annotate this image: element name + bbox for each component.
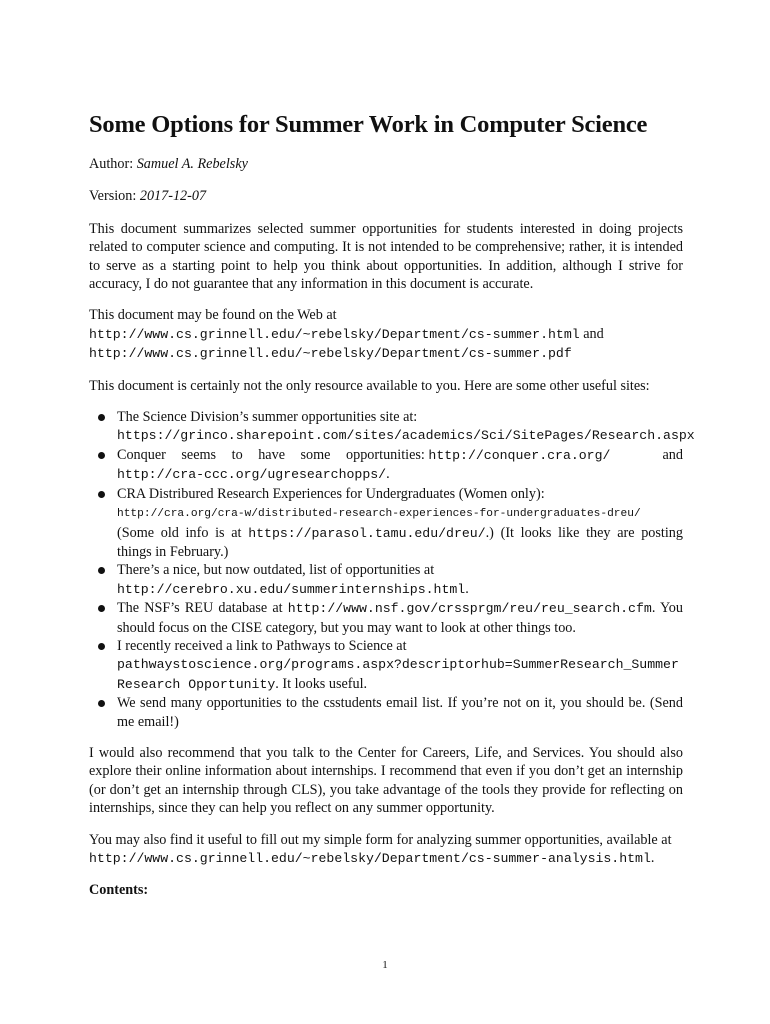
web-location-paragraph: [89, 306, 683, 363]
list-item: [89, 561, 683, 599]
item-post: .) (It looks like they are posting things in February.): [117, 524, 683, 560]
contents-heading: Contents:: [89, 882, 149, 899]
form-end: .: [650, 850, 655, 866]
resources-lead: This document is certainly not the only resource available to you. Here are some other useful sites:: [89, 377, 650, 394]
list-item: [89, 485, 683, 562]
analysis-form-link[interactable]: http://www.cs.grinnell.edu/~rebelsky/Department/cs-summer-analysis.html: [89, 851, 651, 866]
item-pre: (Some old info is at: [117, 524, 242, 541]
list-item: [89, 408, 695, 446]
version-line: [89, 187, 683, 205]
author-line: [89, 155, 683, 173]
document-body: [89, 110, 695, 913]
item-text: We send many opportunities to the csstudents email list. If you’re not on it, you should be. (Send me email!): [117, 695, 683, 730]
parasol-link[interactable]: https://parasol.tamu.edu/dreu/: [248, 525, 486, 541]
html-url-link[interactable]: http://www.cs.grinnell.edu/~rebelsky/Department/cs-summer.html: [89, 326, 580, 342]
resources-list: [89, 408, 695, 731]
item-post: . It looks useful.: [275, 675, 368, 692]
page-number: 1: [382, 959, 388, 971]
list-item: [89, 446, 683, 485]
version-value: 2017-12-07: [139, 188, 207, 205]
author-label: Author:: [89, 156, 134, 172]
document-title: Some Options for Summer Work in Computer Science: [89, 111, 648, 138]
nsf-reu-link[interactable]: http://www.nsf.gov/crssprgm/reu/reu_search.cfm: [287, 601, 652, 617]
item-text: The Science Division’s summer opportunities site at:: [117, 409, 418, 426]
list-item: [89, 694, 683, 731]
item-end: .: [465, 580, 469, 597]
form-paragraph: [89, 831, 683, 869]
pathways-link[interactable]: pathwaystoscience.org/programs.aspx?descriptorhub=SummerResearch_Summer Research Opportunity: [117, 657, 679, 692]
bullet-icon: [98, 567, 105, 574]
item-text: CRA Distribured Research Experiences for Undergraduates (Women only):: [117, 485, 545, 502]
conquer-link[interactable]: http://conquer.cra.org/: [428, 447, 611, 463]
web-and: and: [583, 325, 604, 342]
item-text: The NSF’s REU database at: [117, 600, 283, 617]
list-item: [89, 599, 683, 637]
list-item: [89, 637, 683, 694]
version-label: Version:: [89, 188, 137, 205]
bullet-icon: [98, 414, 105, 421]
web-lead: This document may be found on the Web at: [89, 307, 337, 324]
item-text: I recently received a link to Pathways to Science at: [117, 637, 407, 654]
bullet-icon: [98, 643, 105, 650]
item-and: and: [662, 446, 683, 463]
item-end: .: [386, 466, 390, 483]
science-division-link[interactable]: https://grinco.sharepoint.com/sites/academics/Sci/SitePages/Research.aspx: [117, 428, 695, 444]
cra-ccc-link[interactable]: http://cra-ccc.org/ugresearchopps/: [117, 467, 387, 483]
bullet-icon: [98, 700, 105, 707]
bullet-icon: [98, 491, 105, 498]
cerebro-link[interactable]: http://cerebro.xu.edu/summerinternships.html: [117, 581, 466, 597]
item-text: Conquer seems to have some opportunities:: [117, 446, 425, 463]
item-text: There’s a nice, but now outdated, list of opportunities at: [117, 562, 435, 579]
bullet-icon: [98, 452, 105, 459]
cls-paragraph: I would also recommend that you talk to the Center for Careers, Life, and Services. You should also explore their online information about internships. I recommend that even if you don’t get an internship (or don’t get an internship through CLS), you take advantage of the tools they provide for reflecting on internships, since they can help you reflect on any summer opportunity.: [89, 744, 683, 817]
intro-paragraph: This document summarizes selected summer opportunities for students interested in doing projects related to computer science and computing. It is not intended to be comprehensive; rather, it is intended to serve as a starting point to help you think about opportunities. In addition, although I strive for accuracy, I do not guarantee that any information in this document is accurate.: [89, 220, 683, 293]
form-text: You may also find it useful to fill out my simple form for analyzing summer opportunities, available at: [89, 831, 672, 848]
author-name: Samuel A. Rebelsky: [136, 156, 248, 172]
pdf-url-link[interactable]: http://www.cs.grinnell.edu/~rebelsky/Department/cs-summer.pdf: [89, 346, 572, 362]
bullet-icon: [98, 605, 105, 612]
item-post: . You should focus on the CISE category, but you may want to look at other things too.: [117, 600, 683, 636]
dreu-link[interactable]: http://cra.org/cra-w/distributed-research-experiences-for-undergraduates-dreu/: [117, 508, 641, 521]
